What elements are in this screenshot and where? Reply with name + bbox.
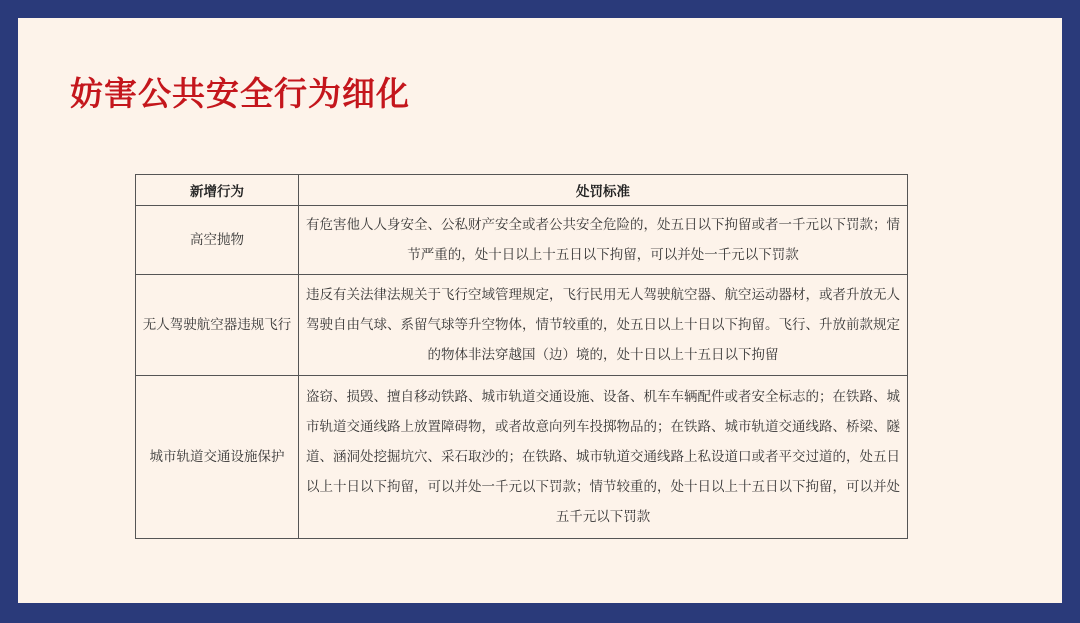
header-standard: 处罚标准 [299,175,908,206]
table-row [136,275,908,376]
page-title: 妨害公共安全行为细化 [70,74,410,113]
table-row [136,206,908,275]
behavior-cell: 高空抛物 [136,206,299,275]
slide [18,18,1062,603]
behavior-cell: 城市轨道交通设施保护 [136,376,299,539]
table-row [136,376,908,539]
standard-cell: 有危害他人人身安全、公私财产安全或者公共安全危险的，处五日以下拘留或者一千元以下罚款；情节严重的，处十日以上十五日以下拘留，可以并处一千元以下罚款 [299,206,908,275]
header-behavior: 新增行为 [136,175,299,206]
behavior-cell: 无人驾驶航空器违规飞行 [136,275,299,376]
standard-cell: 违反有关法律法规关于飞行空域管理规定，飞行民用无人驾驶航空器、航空运动器材，或者升放无人驾驶自由气球、系留气球等升空物体，情节较重的，处五日以上十日以下拘留。飞行、升放前款规定的物体非法穿越国（边）境的，处十日以上十五日以下拘留 [299,275,908,376]
standard-cell: 盗窃、损毁、擅自移动铁路、城市轨道交通设施、设备、机车车辆配件或者安全标志的；在铁路、城市轨道交通线路上放置障碍物，或者故意向列车投掷物品的；在铁路、城市轨道交通线路、桥梁、隧道、涵洞处挖掘坑穴、采石取沙的；在铁路、城市轨道交通线路上私设道口或者平交过道的，处五日以上十日以下拘留，可以并处一千元以下罚款；情节较重的，处十日以上十五日以下拘留，可以并处五千元以下罚款 [299,376,908,539]
penalty-table [135,174,908,539]
table-header-row [136,175,908,206]
